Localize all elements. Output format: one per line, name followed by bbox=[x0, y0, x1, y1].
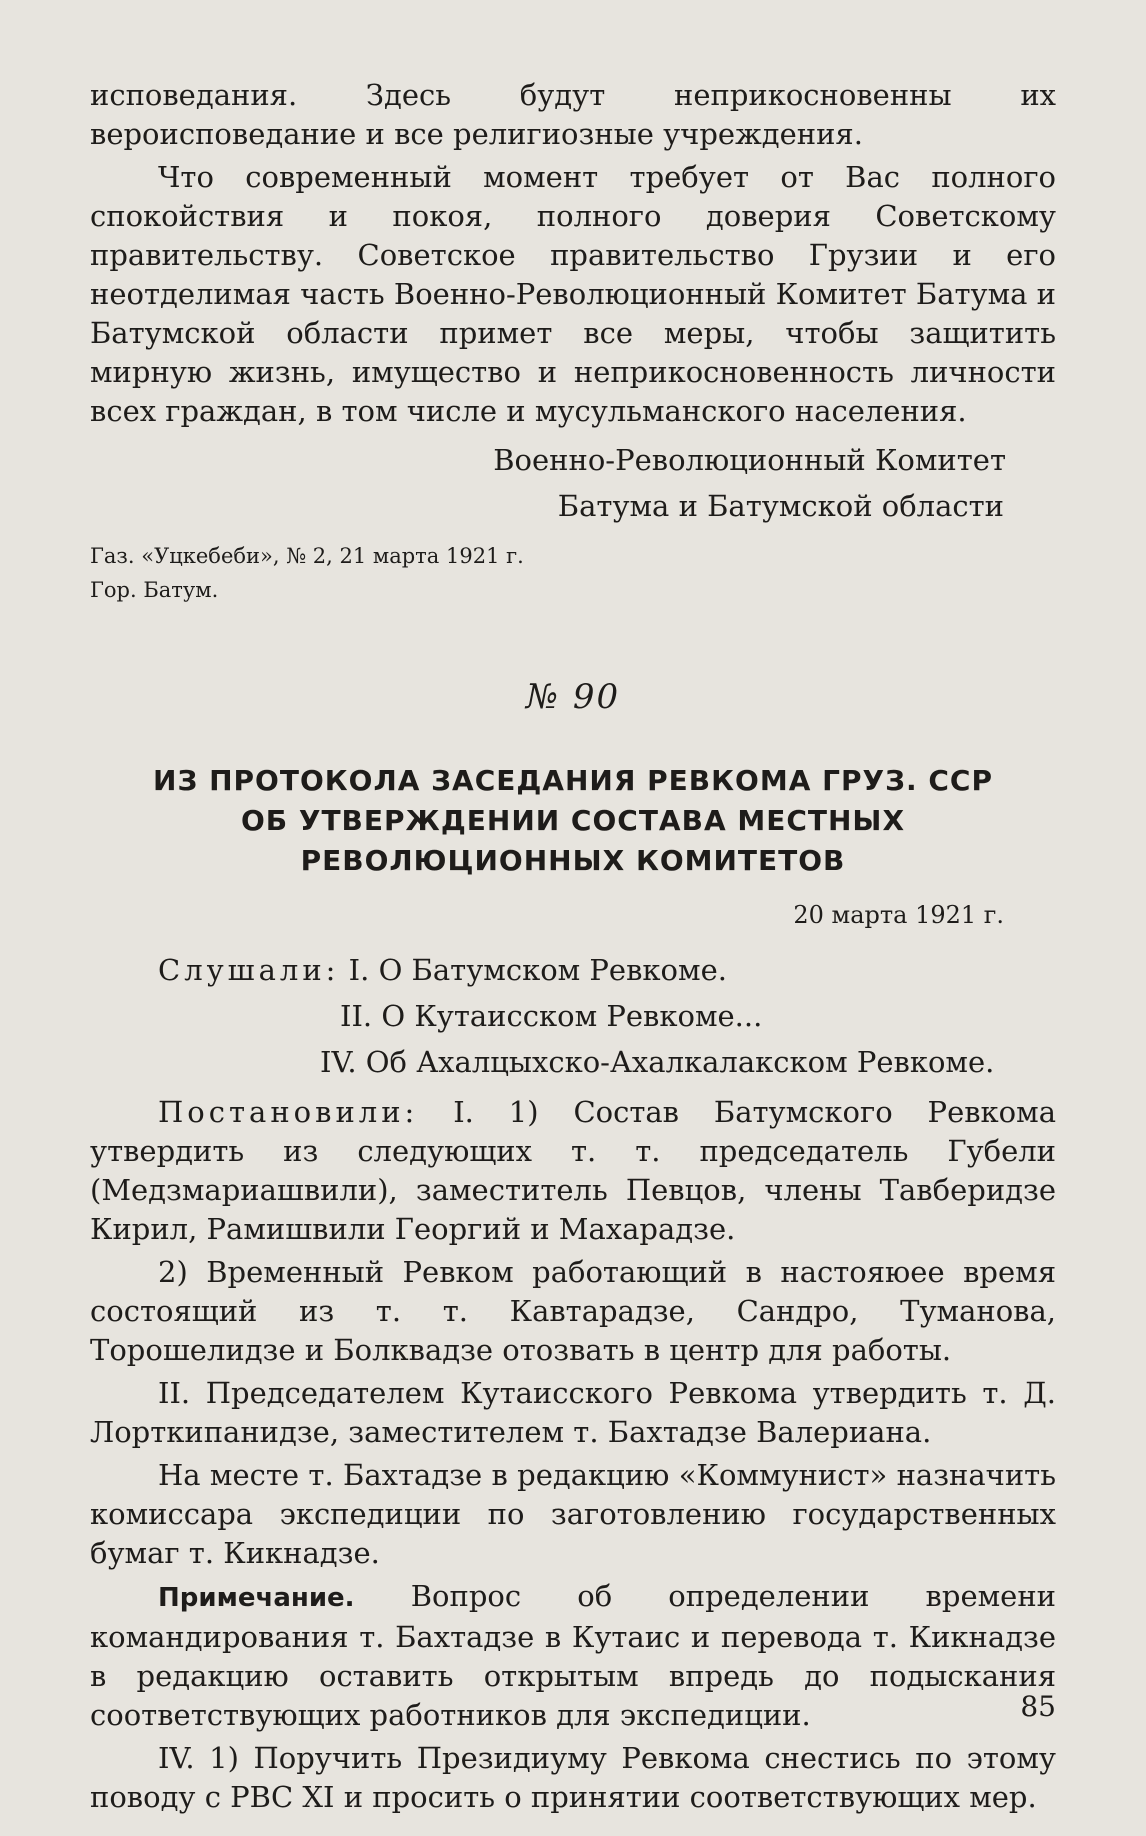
signature-line-1: Военно-Революционный Комитет bbox=[493, 443, 1006, 477]
document-title bbox=[90, 761, 1056, 881]
note-label: Примечание. bbox=[158, 1583, 355, 1613]
heard-label: Слушали: bbox=[158, 953, 340, 987]
resolved-paragraph-4: На месте т. Бахтадзе в редакцию «Коммунист» назначить комиссара экспедиции по заготовлению государственных бумаг т. Кикнадзе. bbox=[90, 1458, 1056, 1570]
document-title-line-1: ИЗ ПРОТОКОЛА ЗАСЕДАНИЯ РЕВКОМА ГРУЗ. ССР bbox=[153, 764, 993, 797]
signature-block bbox=[90, 437, 1056, 529]
resolved-paragraph-2: 2) Временный Ревком работающий в настояюее время состоящий из т. т. Кавтарадзе, Сандро, Туманова, Торошелидзе и Болквадзе отозвать в центр для работы. bbox=[90, 1255, 1056, 1367]
heard-section bbox=[90, 947, 1056, 1085]
resolved-label: Постановили: bbox=[158, 1095, 419, 1129]
document-title-line-2: ОБ УТВЕРЖДЕНИИ СОСТАВА МЕСТНЫХ bbox=[240, 804, 906, 837]
source-block bbox=[90, 539, 1056, 607]
resolved-paragraph-3: II. Председателем Кутаисского Ревкома утвердить т. Д. Лорткипанидзе, заместителем т. Бахтадзе Валериана. bbox=[90, 1376, 1056, 1449]
note-paragraph bbox=[90, 1577, 1056, 1735]
heard-item-1: I. О Батумском Ревкоме. bbox=[348, 953, 727, 987]
resolved-text-1: I. 1) Состав Батумского Ревкома утвердить из следующих т. т. председатель Губели (Медзмариашвили), заместитель Певцов, члены Тавберидзе Кирил, Рамишвили Георгий и Махарадзе. bbox=[90, 1095, 1056, 1246]
page-number: 85 bbox=[1020, 1690, 1056, 1723]
paragraph-continuation: исповедания. Здесь будут неприкосновенны их вероисповедание и все религиозные учреждения. bbox=[90, 78, 1056, 151]
heard-line-1 bbox=[90, 947, 1056, 993]
document-number: № 90 bbox=[525, 677, 621, 717]
item-iv-paragraph: IV. 1) Поручить Президиуму Ревкома снестись по этому поводу с РВС XI и просить о принятии соответствующих мер. bbox=[90, 1741, 1056, 1814]
resolved-paragraph-1 bbox=[90, 1093, 1056, 1249]
source-line-2: Гор. Батум. bbox=[90, 578, 219, 602]
document-title-line-3: РЕВОЛЮЦИОННЫХ КОМИТЕТОВ bbox=[300, 844, 846, 877]
signature-line-2: Батума и Батумской области bbox=[557, 489, 1004, 523]
note-text: Вопрос об определении времени командирования т. Бахтадзе в Кутаис и перевода т. Кикнадзе в редакцию оставить открытым впредь до подыскания соответствующих работников для экспедиции. bbox=[90, 1579, 1056, 1732]
paragraph-appeal: Что современный момент требует от Вас полного спокойствия и покоя, полного доверия Советскому правительству. Советское правительство Грузии и его неотделимая часть Военно-Революционный Комитет Батума и Батумской области примет все меры, чтобы защитить мирную жизнь, имущество и неприкосновенность личности всех граждан, в том числе и мусульманского населения. bbox=[90, 160, 1056, 428]
heard-item-3: IV. Об Ахалцыхско-Ахалкалакском Ревкоме. bbox=[320, 1045, 995, 1079]
source-line-1: Газ. «Уцкебеби», № 2, 21 марта 1921 г. bbox=[90, 544, 524, 568]
document-date: 20 марта 1921 г. bbox=[793, 901, 1004, 929]
heard-item-2: II. О Кутаисском Ревкоме... bbox=[340, 999, 763, 1033]
